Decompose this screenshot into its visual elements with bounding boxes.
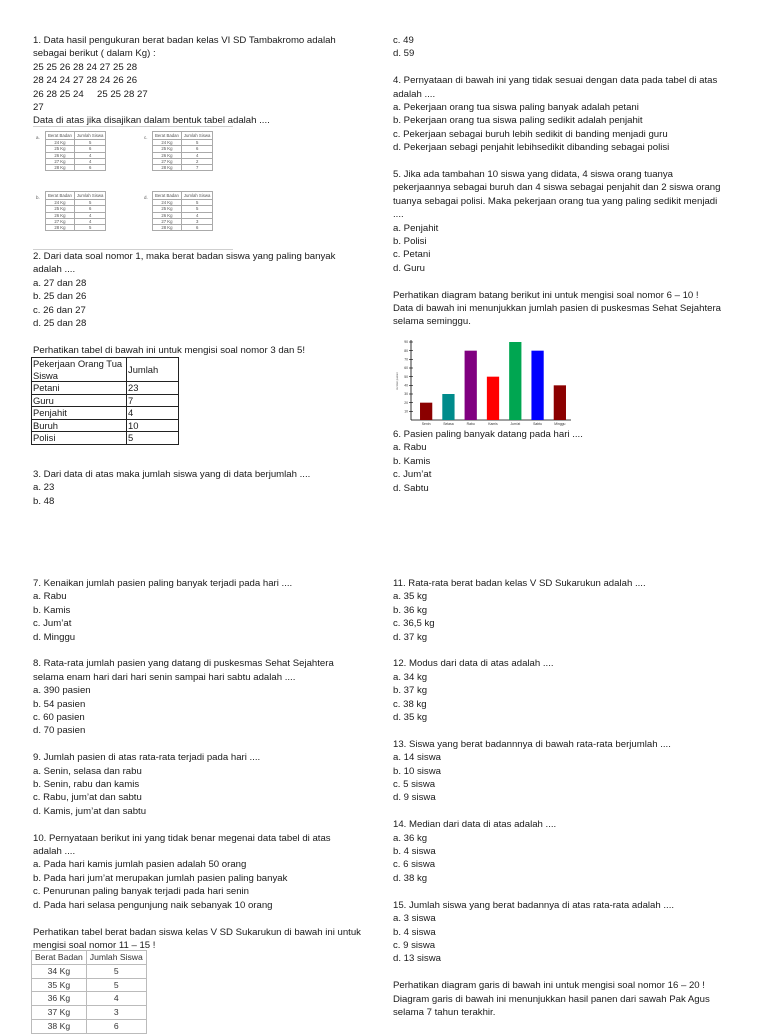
- table-cell: 6: [74, 146, 106, 152]
- text-line: 27: [33, 102, 44, 114]
- text-line: d. Guru: [393, 262, 425, 274]
- text-line: 25 25 26 28 24 27 25 28: [33, 61, 138, 73]
- table-cell: 5: [86, 978, 146, 992]
- table-row: [32, 358, 179, 382]
- text-line: 6. Pasien paling banyak datang pada hari ....: [393, 429, 583, 440]
- table-cell: 10: [127, 419, 179, 432]
- table-cell: 6: [86, 1019, 146, 1033]
- y-tick-label: 70: [404, 357, 408, 362]
- bar-jumat: [509, 342, 521, 420]
- x-tick-label: Sabtu: [533, 422, 543, 426]
- col1-q3: [33, 468, 363, 508]
- spacer: [393, 155, 743, 168]
- text-line: d. 38 kg: [393, 872, 428, 884]
- text-line: 11. Rata-rata berat badan kelas V SD Sukarukun adalah ....: [393, 578, 646, 589]
- table-cell: 4: [74, 218, 106, 224]
- table-cell: 25 Kg: [46, 146, 75, 152]
- table-header-cell: Berat Badan: [32, 951, 87, 965]
- bar-kamis: [487, 377, 499, 420]
- text-line: adalah ....: [33, 264, 76, 276]
- table-row: [32, 432, 179, 445]
- text-line: d. 13 siswa: [393, 953, 441, 965]
- bar-rabu: [465, 351, 477, 420]
- text-line: ....: [393, 209, 404, 221]
- text-line: b. Pekerjaan orang tua siswa paling sedikit adalah penjahit: [393, 115, 643, 127]
- text-line: c. 6 siswa: [393, 859, 436, 871]
- table-cell: 7: [181, 165, 213, 171]
- x-tick-label: Senin: [421, 422, 431, 426]
- table-row: [46, 165, 106, 171]
- table-cell: 27 Kg: [153, 158, 182, 164]
- x-tick-label: Selasa: [443, 422, 454, 426]
- table-row: [32, 992, 147, 1006]
- y-tick-label: 10: [404, 409, 408, 414]
- spacer: [33, 330, 363, 343]
- table-cell: 23: [127, 382, 179, 395]
- table-cell: 25 Kg: [153, 206, 182, 212]
- table-row: [153, 225, 213, 231]
- text-line: selama 7 tahun terakhir.: [393, 1006, 496, 1018]
- table-row: [32, 951, 147, 965]
- text-line: b. Polisi: [393, 236, 427, 248]
- text-line: a. Pekerjaan orang tua siswa paling banyak adalah petani: [393, 102, 639, 114]
- spacer: [33, 644, 378, 657]
- y-tick-label: 40: [404, 383, 408, 388]
- x-tick-label: Minggu: [554, 422, 566, 426]
- spacer: [33, 912, 378, 925]
- table-cell: 4: [181, 152, 213, 158]
- text-line: a. Rabu: [393, 442, 427, 454]
- text-line: b. Kamis: [393, 455, 431, 467]
- bar-chart: [393, 336, 573, 428]
- table-header-cell: Berat Badan: [153, 132, 182, 140]
- table-cell: 25 Kg: [46, 206, 75, 212]
- table-cell: 4: [74, 152, 106, 158]
- bar-sabtu: [531, 351, 543, 420]
- table-header-cell: Berat Badan: [46, 192, 75, 200]
- table-cell: Guru: [32, 394, 127, 407]
- text-line: a. 34 kg: [393, 671, 428, 683]
- text-line: d. 59: [393, 48, 415, 60]
- table-cell: 6: [74, 206, 106, 212]
- table-header-cell: Jumlah Siswa: [74, 192, 106, 200]
- table-header-cell: Jumlah Siswa: [74, 132, 106, 140]
- table-row: [32, 394, 179, 407]
- table-cell: 28 Kg: [46, 225, 75, 231]
- text-line: 4. Pernyataan di bawah ini yang tidak sesuai dengan data pada tabel di atas: [393, 75, 718, 87]
- text-line: c. Pekerjaan sebagai buruh lebih sedikit di banding menjadi guru: [393, 128, 668, 140]
- q1-option-table-c: [152, 131, 213, 171]
- table-cell: 26 Kg: [153, 212, 182, 218]
- text-line: c. Rabu, jum’at dan sabtu: [33, 792, 142, 804]
- text-line: b. 48: [33, 495, 55, 507]
- text-line: d. Pekerjaan sebagi penjahit lebihsedikit dibanding sebagai polisi: [393, 142, 670, 154]
- text-line: a. 3 siswa: [393, 913, 436, 925]
- bar-minggu: [554, 385, 566, 420]
- text-line: c. Jum’at: [393, 469, 432, 481]
- text-line: c. 38 kg: [393, 698, 427, 710]
- table-row: [32, 1019, 147, 1033]
- table-cell: 7: [127, 394, 179, 407]
- q1-option-table-a: [45, 131, 106, 171]
- spacer: [33, 818, 378, 831]
- y-tick-label: 50: [404, 374, 408, 379]
- text-line: 8. Rata-rata jumlah pasien yang datang di puskesmas Sehat Sejahtera: [33, 658, 334, 670]
- table-cell: 3: [181, 218, 213, 224]
- text-line: c. Jum’at: [33, 618, 72, 630]
- bar-selasa: [442, 394, 454, 420]
- spacer: [393, 61, 743, 74]
- text-line: d. 9 siswa: [393, 792, 436, 804]
- job-table: [31, 357, 179, 445]
- table-cell: 5: [127, 432, 179, 445]
- text-line: selama enam hari dari hari senin sampai hari sabtu adalah ....: [33, 671, 296, 683]
- table-cell: 36 Kg: [32, 992, 87, 1006]
- weight-table: [31, 950, 147, 1034]
- text-line: d. Minggu: [33, 631, 76, 643]
- spacer: [393, 885, 743, 898]
- col1-q2: [33, 250, 363, 357]
- table-cell: 27 Kg: [153, 218, 182, 224]
- text-line: d. 70 pasien: [33, 725, 86, 737]
- col2-bottom: [393, 577, 743, 1019]
- spacer: [393, 966, 743, 979]
- y-axis-label: Jumlah pasien: [395, 371, 399, 391]
- x-tick-label: Rabu: [466, 422, 475, 426]
- table-cell: Penjahit: [32, 407, 127, 420]
- table-cell: 26 Kg: [46, 212, 75, 218]
- table-header-cell: Berat Badan: [153, 192, 182, 200]
- q1-option-letter: c.: [144, 135, 148, 140]
- y-tick-label: 80: [404, 348, 408, 353]
- text-line: c. 9 siswa: [393, 939, 436, 951]
- text-line: d. Sabtu: [393, 482, 429, 494]
- text-line: d. Kamis, jum’at dan sabtu: [33, 805, 147, 817]
- table-cell: 3: [86, 1006, 146, 1020]
- spacer: [393, 805, 743, 818]
- y-tick-label: 90: [404, 340, 408, 345]
- text-line: a. 27 dan 28: [33, 277, 87, 289]
- q1-option-table-b: [45, 191, 106, 231]
- table-header-cell: Jumlah Siswa: [181, 132, 213, 140]
- text-line: 5. Jika ada tambahan 10 siswa yang didata, 4 siswa orang tuanya: [393, 169, 673, 181]
- col1-bottom: [33, 577, 378, 952]
- text-line: 26 28 25 24 25 25 28 27: [33, 88, 148, 100]
- text-line: Diagram garis di bawah ini menunjukkan hasil panen dari sawah Pak Agus: [393, 993, 710, 1005]
- text-line: b. 36 kg: [393, 604, 428, 616]
- text-line: Perhatikan diagram garis di bawah ini untuk mengisi soal nomor 16 – 20 !: [393, 980, 705, 992]
- text-line: adalah ....: [33, 846, 76, 858]
- text-line: c. 60 pasien: [33, 712, 85, 724]
- text-line: pekerjaannya sebagai buruh dan 4 siswa sebagai penjahit dan 2 siswa orang: [393, 182, 721, 194]
- text-line: 1. Data hasil pengukuran berat badan kelas VI SD Tambakromo adalah: [33, 35, 336, 46]
- table-header-cell: Jumlah Siswa: [181, 192, 213, 200]
- table-header-cell: Jumlah: [127, 358, 179, 382]
- table-cell: 5: [74, 225, 106, 231]
- text-line: a. 14 siswa: [393, 752, 441, 764]
- text-line: Data di bawah ini menunjukkan jumlah pasien di puskesmas Sehat Sejahtera: [393, 303, 721, 315]
- text-line: a. Penjahit: [393, 222, 439, 234]
- table-row: [32, 419, 179, 432]
- text-line: 15. Jumlah siswa yang berat badannya di atas rata-rata adalah ....: [393, 899, 675, 911]
- table-cell: 6: [181, 225, 213, 231]
- text-line: 14. Median dari data di atas adalah ....: [393, 819, 557, 831]
- q1-option-table-d: [152, 191, 213, 231]
- table-cell: 5: [74, 200, 106, 206]
- table-row: [153, 165, 213, 171]
- bar-senin: [420, 403, 432, 420]
- spacer: [393, 724, 743, 737]
- table-cell: 4: [127, 407, 179, 420]
- text-line: 12. Modus dari data di atas adalah ....: [393, 658, 554, 670]
- table-cell: 24 Kg: [153, 200, 182, 206]
- text-line: d. 25 dan 28: [33, 318, 87, 330]
- table-cell: 5: [181, 206, 213, 212]
- y-tick-label: 30: [404, 392, 408, 397]
- table-cell: 4: [74, 212, 106, 218]
- text-line: c. 26 dan 27: [33, 304, 86, 316]
- table-row: [46, 225, 106, 231]
- text-line: mengisi soal nomor 11 – 15 !: [33, 939, 156, 951]
- text-line: 3. Dari data di atas maka jumlah siswa yang di data berjumlah ....: [33, 469, 311, 480]
- table-cell: 5: [86, 964, 146, 978]
- table-header-cell: Jumlah Siswa: [86, 951, 146, 965]
- text-line: selama seminggu.: [393, 316, 471, 328]
- col2-top: [393, 34, 743, 329]
- q1-option-letter: a.: [36, 135, 40, 140]
- col2-q6: [393, 428, 743, 495]
- table-cell: 5: [74, 140, 106, 146]
- text-line: a. 36 kg: [393, 832, 428, 844]
- text-line: Perhatikan tabel di bawah ini untuk mengisi soal nomor 3 dan 5!: [33, 344, 305, 356]
- text-line: c. Petani: [393, 249, 431, 261]
- table-cell: Petani: [32, 382, 127, 395]
- table-row: [32, 964, 147, 978]
- table-cell: 28 Kg: [153, 165, 182, 171]
- table-cell: 24 Kg: [46, 200, 75, 206]
- q1-option-letter: b.: [36, 195, 40, 200]
- text-line: b. 54 pasien: [33, 698, 86, 710]
- table-cell: 28 Kg: [46, 165, 75, 171]
- text-line: 28 24 24 27 28 24 26 26: [33, 75, 138, 87]
- text-line: b. Kamis: [33, 604, 71, 616]
- table-cell: 2: [181, 158, 213, 164]
- x-tick-label: Jum'at: [510, 422, 521, 426]
- table-row: [32, 978, 147, 992]
- text-line: d. 35 kg: [393, 712, 428, 724]
- text-line: b. 37 kg: [393, 685, 428, 697]
- text-line: adalah ....: [393, 88, 436, 100]
- text-line: a. 23: [33, 482, 55, 494]
- x-tick-label: Kamis: [488, 422, 498, 426]
- table-cell: 34 Kg: [32, 964, 87, 978]
- text-line: a. Rabu: [33, 591, 67, 603]
- table-cell: 38 Kg: [32, 1019, 87, 1033]
- text-line: tuanya sebagai polisi. Maka pekerjaan orang tua yang paling sedikit menjadi: [393, 195, 718, 207]
- text-line: c. 49: [393, 35, 414, 46]
- table-cell: 5: [181, 200, 213, 206]
- table-cell: 35 Kg: [32, 978, 87, 992]
- table-cell: 5: [181, 140, 213, 146]
- table-cell: Polisi: [32, 432, 127, 445]
- text-line: 13. Siswa yang berat badannnya di bawah rata-rata berjumlah ....: [393, 738, 671, 750]
- table-cell: 4: [86, 992, 146, 1006]
- table-row: [32, 382, 179, 395]
- table-cell: Buruh: [32, 419, 127, 432]
- text-line: sebagai berikut ( dalam Kg) :: [33, 48, 156, 60]
- col1-top: [33, 34, 363, 128]
- text-line: b. 4 siswa: [393, 846, 436, 858]
- table-cell: 27 Kg: [46, 218, 75, 224]
- text-line: b. 4 siswa: [393, 926, 436, 938]
- table-cell: 26 Kg: [153, 152, 182, 158]
- text-line: a. Senin, selasa dan rabu: [33, 765, 142, 777]
- text-line: b. 25 dan 26: [33, 291, 87, 303]
- table-row: [32, 1006, 147, 1020]
- text-line: d. 37 kg: [393, 631, 428, 643]
- table-header-cell: Pekerjaan Orang Tua Siswa: [32, 358, 127, 382]
- divider: [33, 126, 233, 127]
- table-cell: 6: [181, 146, 213, 152]
- text-line: b. 10 siswa: [393, 765, 441, 777]
- table-cell: 26 Kg: [46, 152, 75, 158]
- table-cell: 25 Kg: [153, 146, 182, 152]
- table-row: [153, 132, 213, 140]
- text-line: 2. Dari data soal nomor 1, maka berat badan siswa yang paling banyak: [33, 251, 336, 262]
- table-cell: 28 Kg: [153, 225, 182, 231]
- table-cell: 4: [74, 158, 106, 164]
- table-row: [46, 192, 106, 200]
- text-line: c. 36,5 kg: [393, 618, 435, 630]
- text-line: Perhatikan diagram batang berikut ini untuk mengisi soal nomor 6 – 10 !: [393, 289, 699, 301]
- spacer: [33, 738, 378, 751]
- text-line: Data di atas jika disajikan dalam bentuk tabel adalah ....: [33, 115, 270, 127]
- text-line: a. 35 kg: [393, 591, 428, 603]
- table-cell: 24 Kg: [46, 140, 75, 146]
- y-tick-label: 60: [404, 366, 408, 371]
- text-line: d. Pada hari selasa pengunjung naik sebanyak 10 orang: [33, 899, 273, 911]
- text-line: 10. Pernyataan berikut ini yang tidak benar megenai data tabel di atas: [33, 832, 331, 844]
- table-cell: 6: [74, 165, 106, 171]
- table-row: [32, 407, 179, 420]
- text-line: c. 5 siswa: [393, 779, 436, 791]
- table-cell: 37 Kg: [32, 1006, 87, 1020]
- text-line: a. 390 pasien: [33, 685, 91, 697]
- text-line: a. Pada hari kamis jumlah pasien adalah 50 orang: [33, 859, 247, 871]
- table-cell: 4: [181, 212, 213, 218]
- text-line: 9. Jumlah pasien di atas rata-rata terjadi pada hari ....: [33, 752, 261, 764]
- text-line: b. Senin, rabu dan kamis: [33, 779, 140, 791]
- table-row: [46, 132, 106, 140]
- q1-option-letter: d.: [144, 195, 148, 200]
- spacer: [393, 644, 743, 657]
- table-cell: 27 Kg: [46, 158, 75, 164]
- table-header-cell: Berat Badan: [46, 132, 75, 140]
- table-row: [153, 192, 213, 200]
- table-cell: 24 Kg: [153, 140, 182, 146]
- text-line: c. Penurunan paling banyak terjadi pada hari senin: [33, 886, 250, 898]
- text-line: 7. Kenaikan jumlah pasien paling banyak terjadi pada hari ....: [33, 578, 293, 589]
- spacer: [393, 275, 743, 288]
- y-tick-label: 20: [404, 400, 408, 405]
- text-line: b. Pada hari jum’at merupakan jumlah pasien paling banyak: [33, 872, 288, 884]
- text-line: Perhatikan tabel berat badan siswa kelas V SD Sukarukun di bawah ini untuk: [33, 926, 361, 938]
